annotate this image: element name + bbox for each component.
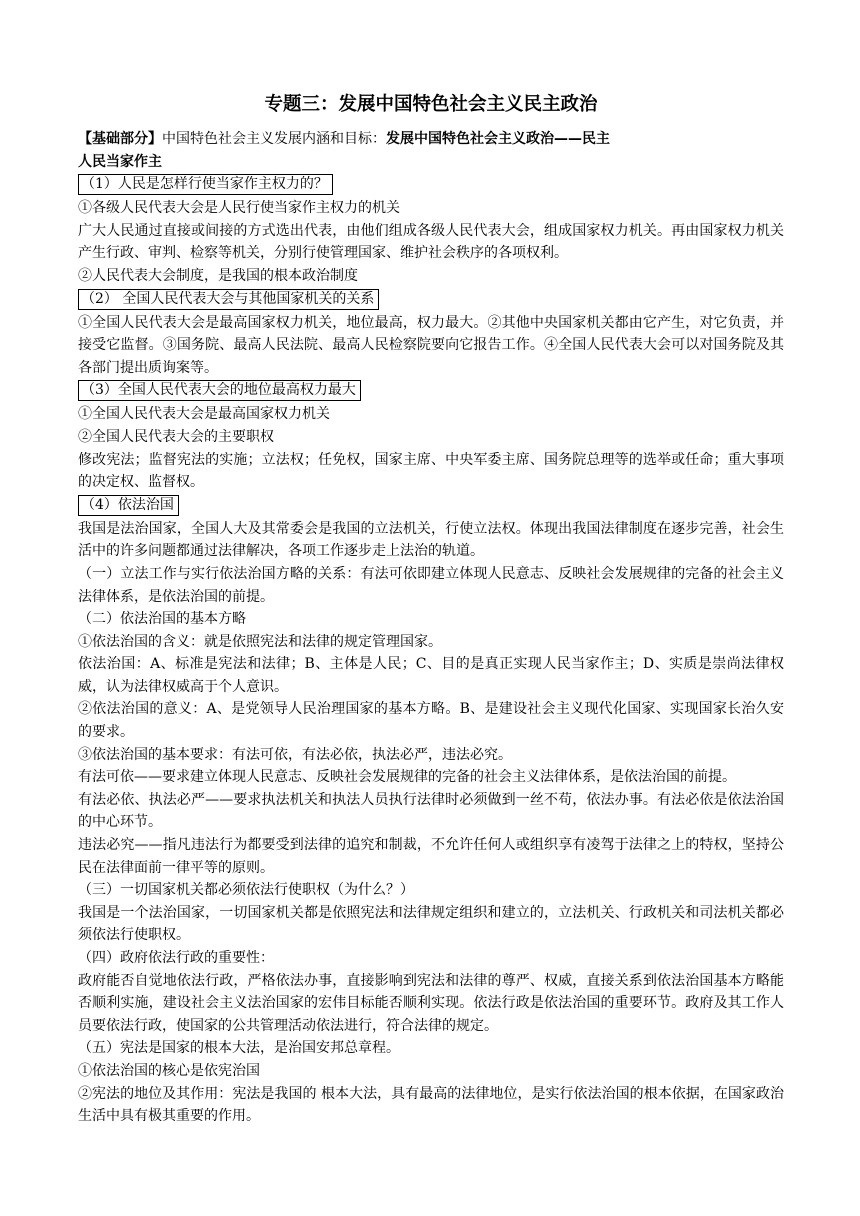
intro-bold-tail: 发展中国特色社会主义政治——民主	[386, 131, 610, 147]
intro-text: 中国特色社会主义发展内涵和目标：	[162, 131, 386, 147]
s4-p9: 有法必依、执法必严——要求执法机关和执法人员执行法律时必须做到一丝不苟，依法办事。有法必依是依法治国的中心环节。	[78, 791, 784, 831]
intro-paragraph	[78, 128, 784, 151]
s4-p17: ②宪法的地位及其作用：宪法是我国的 根本大法，具有最高的法律地位，是实行依法治国的根本依据，在国家政治生活中具有极其重要的作用。	[78, 1085, 784, 1125]
s4-p16: ①依法治国的核心是依宪治国	[78, 1062, 260, 1079]
s3-p1: ①全国人民代表大会是最高国家权力机关	[78, 406, 330, 423]
s4-p13: （四）政府依法行政的重要性：	[78, 950, 274, 966]
s4-p8: 有法可依——要求建立体现人民意志、反映社会发展规律的完备的社会主义法律体系，是依法治国的前提。	[78, 769, 736, 786]
section-3-heading: （3）全国人民代表大会的地位最高权力最大	[78, 380, 361, 401]
s4-p5: 依法治国：A、标准是宪法和法律；B、主体是人民；C、目的是真正实现人民当家作主；D、实质是崇尚法律权威，认为法律权威高于个人意识。	[78, 656, 784, 695]
s4-p12: 我国是一个法治国家，一切国家机关都是依照宪法和法律规定组织和建立的，立法机关、行政机关和司法机关都必须依法行使职权。	[78, 904, 784, 944]
section-4-heading: （4）依法治国	[78, 495, 179, 516]
s4-p14: 政府能否自觉地依法行政，严格依法办事，直接影响到宪法和法律的尊严、权威，直接关系到依法治国基本方略能否顺利实施，建设社会主义法治国家的宏伟目标能否顺利实现。依法行政是依法治国的重要环节。政府及其工作人员要依法行政，使国家的公共管理活动依法进行，符合法律的规定。	[78, 972, 784, 1034]
s1-p3: ②人民代表大会制度，是我国的根本政治制度	[78, 267, 358, 284]
s4-p15: （五）宪法是国家的根本大法，是治国安邦总章程。	[78, 1040, 400, 1057]
s4-p1: 我国是法治国家，全国人大及其常委会是我国的立法机关，行使立法权。体现出我国法律制度在逐步完善，社会生活中的许多问题都通过法律解决，各项工作逐步走上法治的轨道。	[78, 520, 784, 560]
s4-p2: （一）立法工作与实行依法治国方略的关系：有法可依即建立体现人民意志、反映社会发展规律的完备的社会主义法律体系，是依法治国的前提。	[78, 565, 784, 605]
s1-p1: ①各级人民代表大会是人民行使当家作主权力的机关	[78, 200, 400, 217]
s4-p11: （三）一切国家机关都必须依法行使职权（为什么？）	[78, 882, 414, 899]
s3-p3: 修改宪法；监督宪法的实施；立法权；任免权，国家主席、中央军委主席、国务院总理等的选举或任命；重大事项的决定权、监督权。	[78, 451, 784, 491]
s4-p7: ③依法治国的基本要求：有法可依，有法必依，执法必严，违法必究。	[78, 746, 512, 763]
s1-p2: 广大人民通过直接或间接的方式选出代表，由他们组成各级人民代表大会，组成国家权力机关。再由国家权力机关产生行政、审判、检察等机关，分别行使管理国家、维护社会秩序的各项权利。	[78, 222, 784, 262]
section-2-heading: （2） 全国人民代表大会与其他国家机关的关系	[78, 289, 379, 310]
s4-p6: ②依法治国的意义：A、是党领导人民治理国家的基本方略。B、是建设社会主义现代化国家、实现国家长治久安的要求。	[78, 701, 784, 741]
intro-tag: 【基础部分】	[78, 131, 162, 147]
section-1-heading: （1）人民是怎样行使当家作主权力的？	[78, 174, 333, 195]
s4-p4: ①依法治国的含义：就是依照宪法和法律的规定管理国家。	[78, 633, 442, 650]
s4-p10: 违法必究——指凡违法行为都要受到法律的追究和制裁，不允许任何人或组织享有凌驾于法律之上的特权，坚持公民在法律面前一律平等的原则。	[78, 837, 784, 876]
page-title: 专题三：发展中国特色社会主义民主政治	[264, 94, 598, 115]
document-page	[78, 92, 784, 1128]
s4-p3: （二）依法治国的基本方略	[78, 611, 246, 628]
s3-p2: ②全国人民代表大会的主要职权	[78, 428, 274, 445]
s2-p1: ①全国人民代表大会是最高国家权力机关，地位最高，权力最大。②其他中央国家机关都由它产生，对它负责，并接受它监督。③国务院、最高人民法院、最高人民检察院要向它报告工作。④全国人民代表大会可以对国务院及其各部门提出质询案等。	[78, 314, 784, 376]
intro-bold-line2: 人民当家作主	[78, 153, 162, 170]
